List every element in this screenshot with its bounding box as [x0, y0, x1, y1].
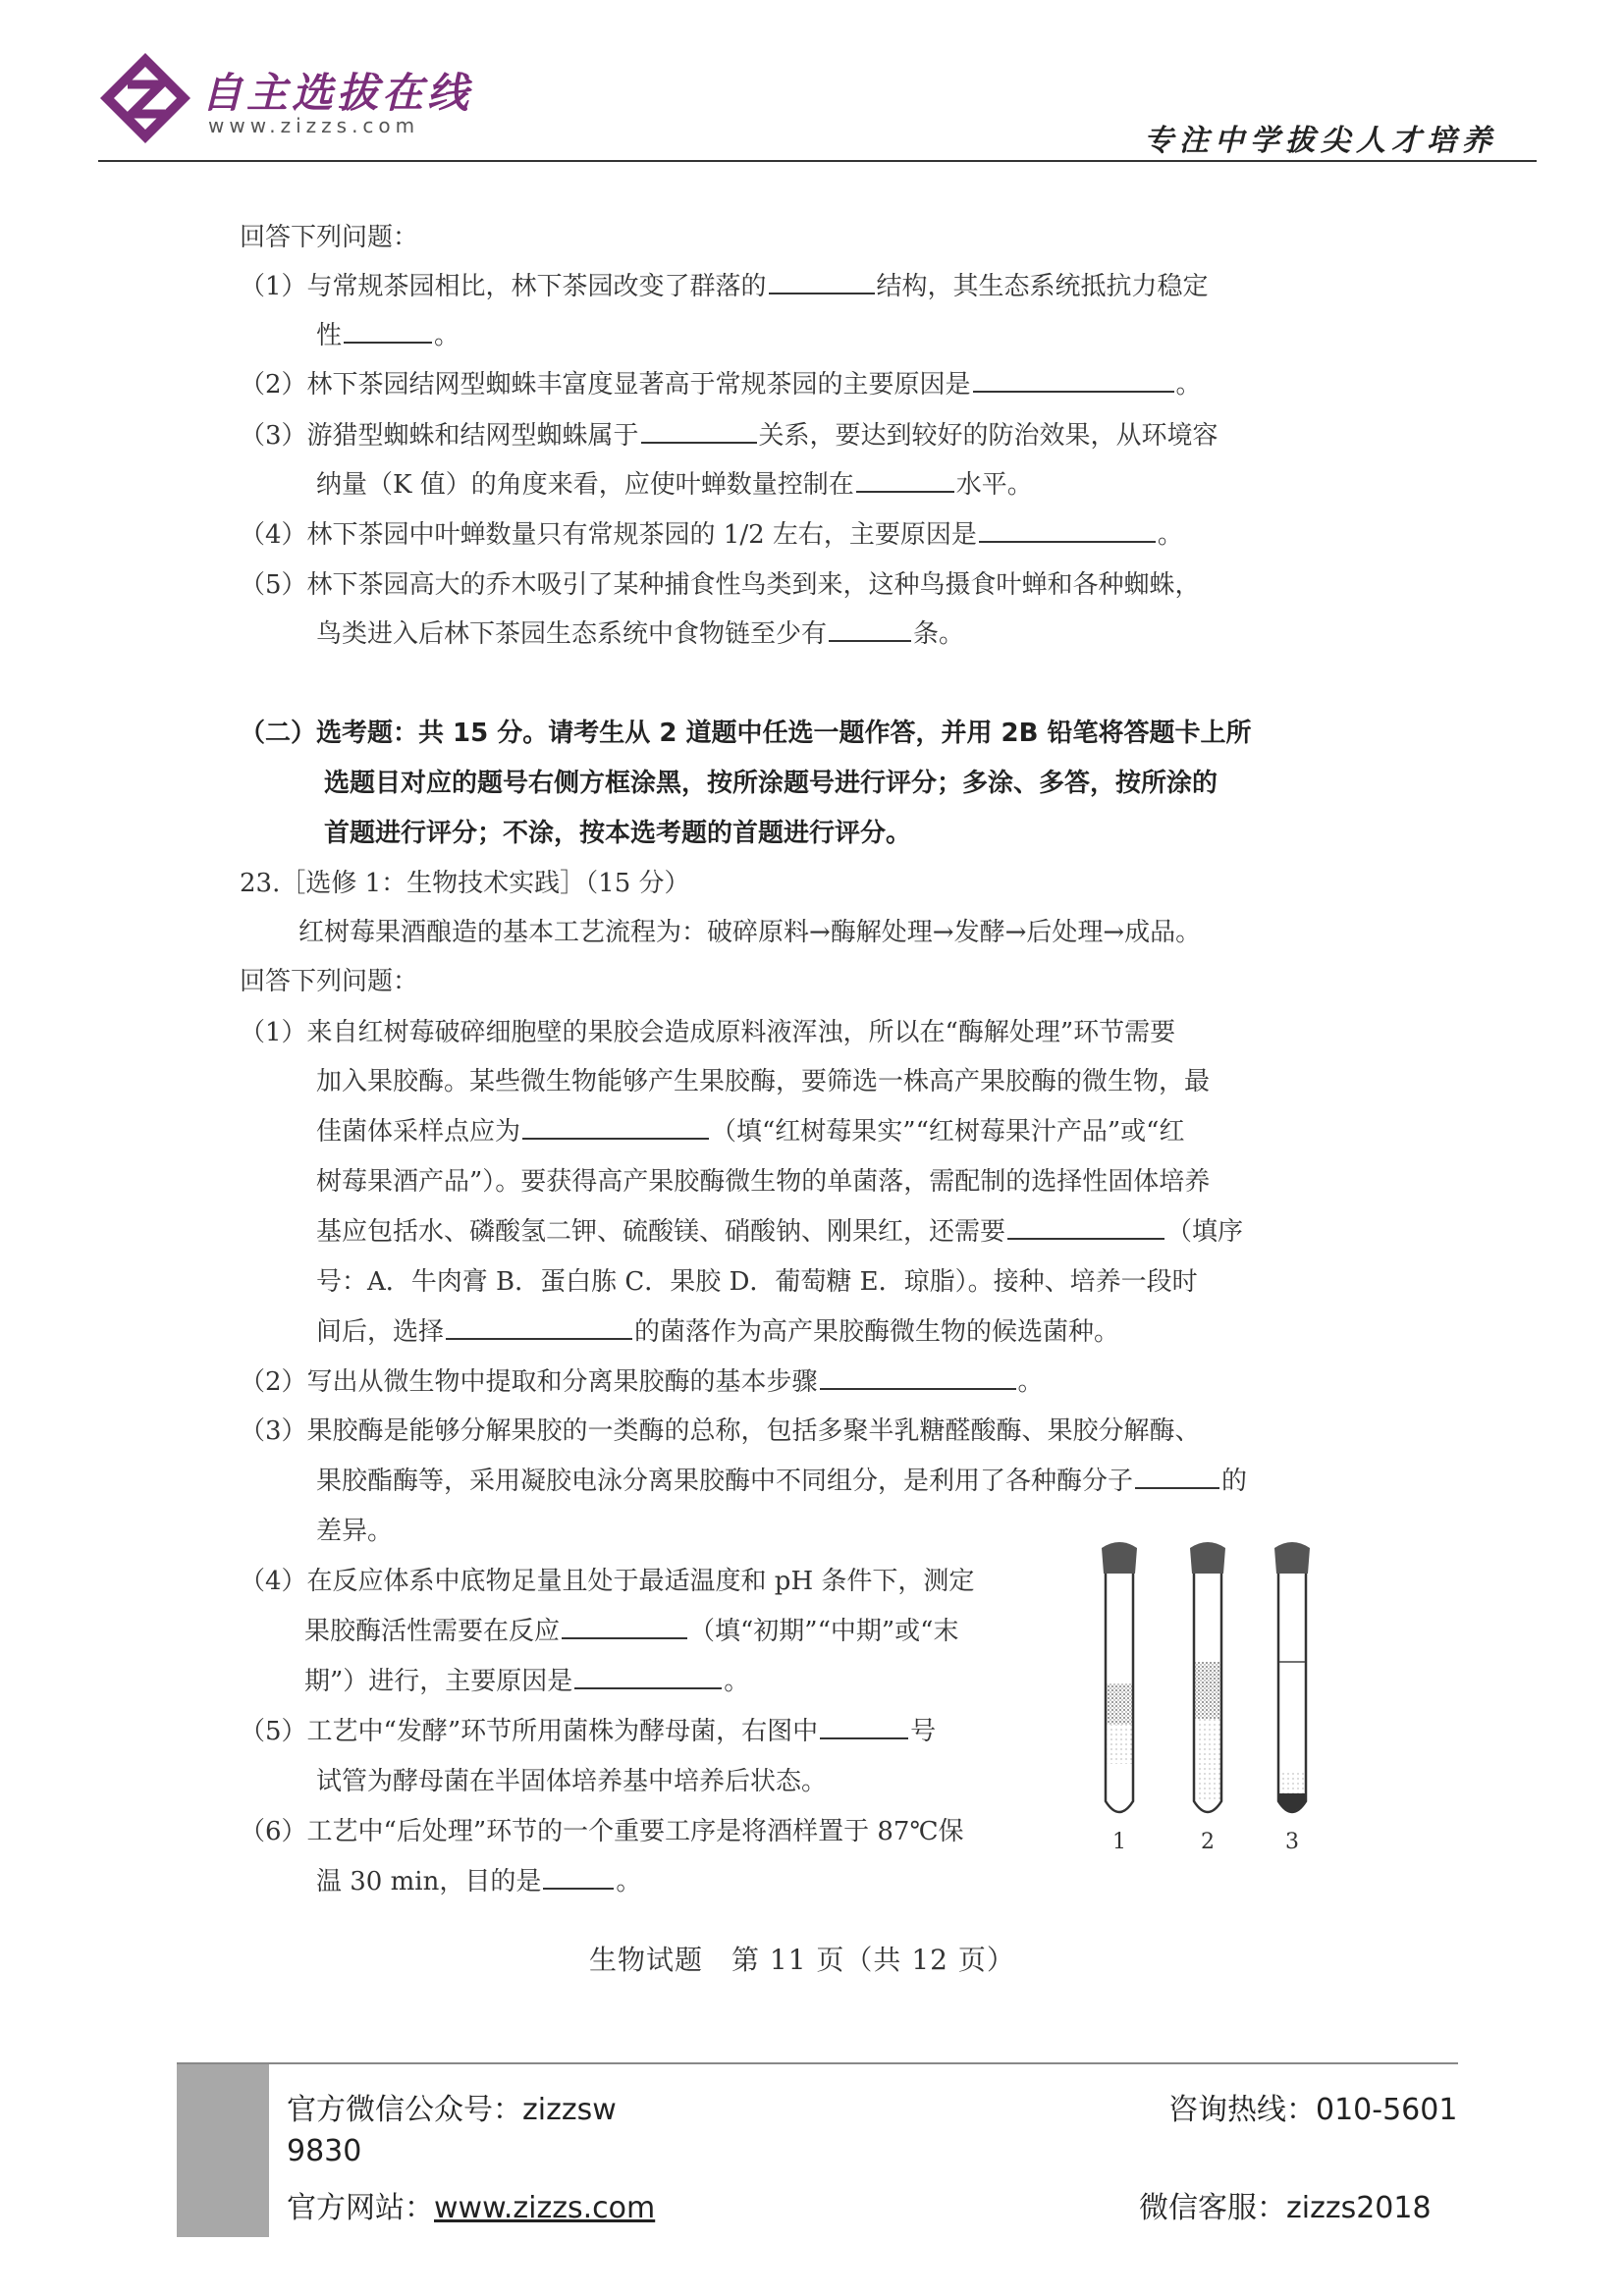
q23-part-1-cont: 号：A．牛肉膏 B．蛋白胨 C．果胶 D．葡萄糖 E．琼脂）。接种、培养一段时	[316, 1267, 1198, 1297]
zizzs-logo-icon	[98, 51, 192, 145]
question-23-intro: 红树莓果酒酿造的基本工艺流程为：破碎原料→酶解处理→发酵→后处理→成品。	[298, 918, 1202, 947]
q23-part-6: （6）工艺中“后处理”环节的一个重要工序是将酒样置于 87℃保	[240, 1817, 964, 1846]
header-divider	[98, 160, 1537, 162]
answer-blank[interactable]	[641, 416, 757, 444]
answer-blank[interactable]	[820, 1362, 1016, 1390]
footer-wechat-cont: 9830	[287, 2134, 362, 2168]
slogan: 专注中学拔尖人才培养	[1144, 124, 1497, 158]
footer-gray-bar	[177, 2064, 269, 2237]
answer-prompt: 回答下列问题：	[240, 967, 419, 996]
footer-website-row	[287, 2183, 655, 2226]
q23-part-4-cont: 期”）进行，主要原因是 。	[304, 1662, 749, 1701]
answer-blank[interactable]	[446, 1312, 632, 1340]
logo-text: 自主选拔在线	[201, 69, 473, 117]
footer-hotline: 咨询热线：010-5601	[1168, 2093, 1458, 2127]
q23-part-3-cont: 差异。	[316, 1517, 394, 1546]
question-4: （4）林下茶园中叶蝉数量只有常规茶园的 1/2 左右，主要原因是 。	[240, 515, 1183, 555]
q23-part-3: （3）果胶酶是能够分解果胶的一类酶的总称，包括多聚半乳糖醛酸酶、果胶分解酶、	[240, 1416, 1201, 1446]
answer-blank[interactable]	[973, 365, 1174, 393]
q23-part-1: （1）来自红树莓破碎细胞壁的果胶会造成原料液浑浊，所以在“酶解处理”环节需要	[240, 1018, 1176, 1047]
answer-blank[interactable]	[1007, 1212, 1164, 1240]
question-5-cont: 鸟类进入后林下茶园生态系统中食物链至少有 条。	[316, 614, 964, 654]
question-2: （2）林下茶园结网型蜘蛛丰富度显著高于常规茶园的主要原因是 。	[240, 365, 1202, 404]
question-1: （1）与常规茶园相比，林下茶园改变了群落的 结构，其生态系统抵抗力稳定	[240, 267, 1209, 306]
answer-blank[interactable]	[979, 515, 1156, 543]
test-tube-3	[1274, 1542, 1310, 1812]
page-number: 生物试题 第 11 页（共 12 页）	[589, 1944, 1015, 1976]
footer-website-label: 官方网站：	[287, 2191, 434, 2225]
q23-part-5: （5）工艺中“发酵”环节所用菌株为酵母菌，右图中 号	[240, 1712, 936, 1751]
answer-blank[interactable]	[574, 1662, 722, 1689]
question-3-cont: 纳量（K 值）的角度来看，应使叶蝉数量控制在 水平。	[316, 465, 1033, 505]
q23-part-1-cont: 间后，选择 的菌落作为高产果胶酶微生物的候选菌种。	[316, 1312, 1119, 1352]
q23-part-4-cont: 果胶酶活性需要在反应 （填“初期”“中期”或“末	[304, 1612, 958, 1651]
answer-blank[interactable]	[562, 1612, 687, 1639]
q23-part-3-cont: 果胶酯酶等，采用凝胶电泳分离果胶酶中不同组分，是利用了各种酶分子 的	[316, 1462, 1247, 1501]
answer-blank[interactable]	[856, 465, 954, 493]
logo-url: www.zizzs.com	[208, 114, 420, 137]
tube-label-1: 1	[1112, 1830, 1126, 1850]
answer-blank[interactable]	[769, 267, 875, 294]
question-23-title: 23.［选修 1：生物技术实践］（15 分）	[240, 869, 690, 898]
test-tube-1	[1102, 1542, 1137, 1812]
tube-label-2: 2	[1201, 1830, 1215, 1850]
q23-part-4: （4）在反应体系中底物足量且处于最适温度和 pH 条件下，测定	[240, 1567, 975, 1596]
q23-part-5-cont: 试管为酵母菌在半固体培养基中培养后状态。	[316, 1767, 828, 1796]
footer-divider	[177, 2062, 1458, 2064]
test-tubes-figure	[1080, 1536, 1355, 1850]
question-1-cont: 性 。	[316, 316, 460, 355]
question-3: （3）游猎型蜘蛛和结网型蜘蛛属于 关系，要达到较好的防治效果，从环境容	[240, 416, 1218, 455]
answer-blank[interactable]	[820, 1712, 908, 1739]
footer-service: 微信客服：zizzs2018	[1139, 2191, 1432, 2225]
answer-blank[interactable]	[1135, 1462, 1219, 1489]
section-heading: （二）选考题：共 15 分。请考生从 2 道题中任选一题作答，并用 2B 铅笔将答题卡上所	[240, 719, 1252, 748]
answer-blank[interactable]	[522, 1112, 709, 1140]
q23-part-6-cont: 温 30 min，目的是 。	[316, 1862, 641, 1901]
q23-part-2: （2）写出从微生物中提取和分离果胶酶的基本步骤 。	[240, 1362, 1044, 1402]
tube-label-3: 3	[1285, 1830, 1299, 1850]
answer-blank[interactable]	[344, 316, 432, 344]
answer-blank[interactable]	[543, 1862, 614, 1890]
footer-website-link[interactable]: www.zizzs.com	[434, 2191, 656, 2225]
q23-part-1-cont: 佳菌体采样点应为 （填“红树莓果实”“红树莓果汁产品”或“红	[316, 1112, 1184, 1151]
section-instructions: 选题目对应的题号右侧方框涂黑，按所涂题号进行评分；多涂、多答，按所涂的	[324, 769, 1218, 798]
answer-blank[interactable]	[829, 614, 911, 642]
answer-prompt: 回答下列问题：	[240, 223, 419, 252]
q23-part-1-cont: 基应包括水、磷酸氢二钾、硫酸镁、硝酸钠、刚果红，还需要 （填序	[316, 1212, 1243, 1252]
q23-part-1-cont: 树莓果酒产品”）。要获得高产果胶酶微生物的单菌落，需配制的选择性固体培养	[316, 1167, 1211, 1197]
footer-wechat: 官方微信公众号：zizzsw	[287, 2093, 617, 2127]
question-5: （5）林下茶园高大的乔木吸引了某种捕食性鸟类到来，这种鸟摄食叶蝉和各种蜘蛛，	[240, 570, 1201, 600]
q23-part-1-cont: 加入果胶酶。某些微生物能够产生果胶酶，要筛选一株高产果胶酶的微生物，最	[316, 1067, 1211, 1096]
test-tube-2	[1190, 1542, 1225, 1812]
section-instructions-cont: 首题进行评分；不涂，按本选考题的首题进行评分。	[324, 819, 912, 848]
